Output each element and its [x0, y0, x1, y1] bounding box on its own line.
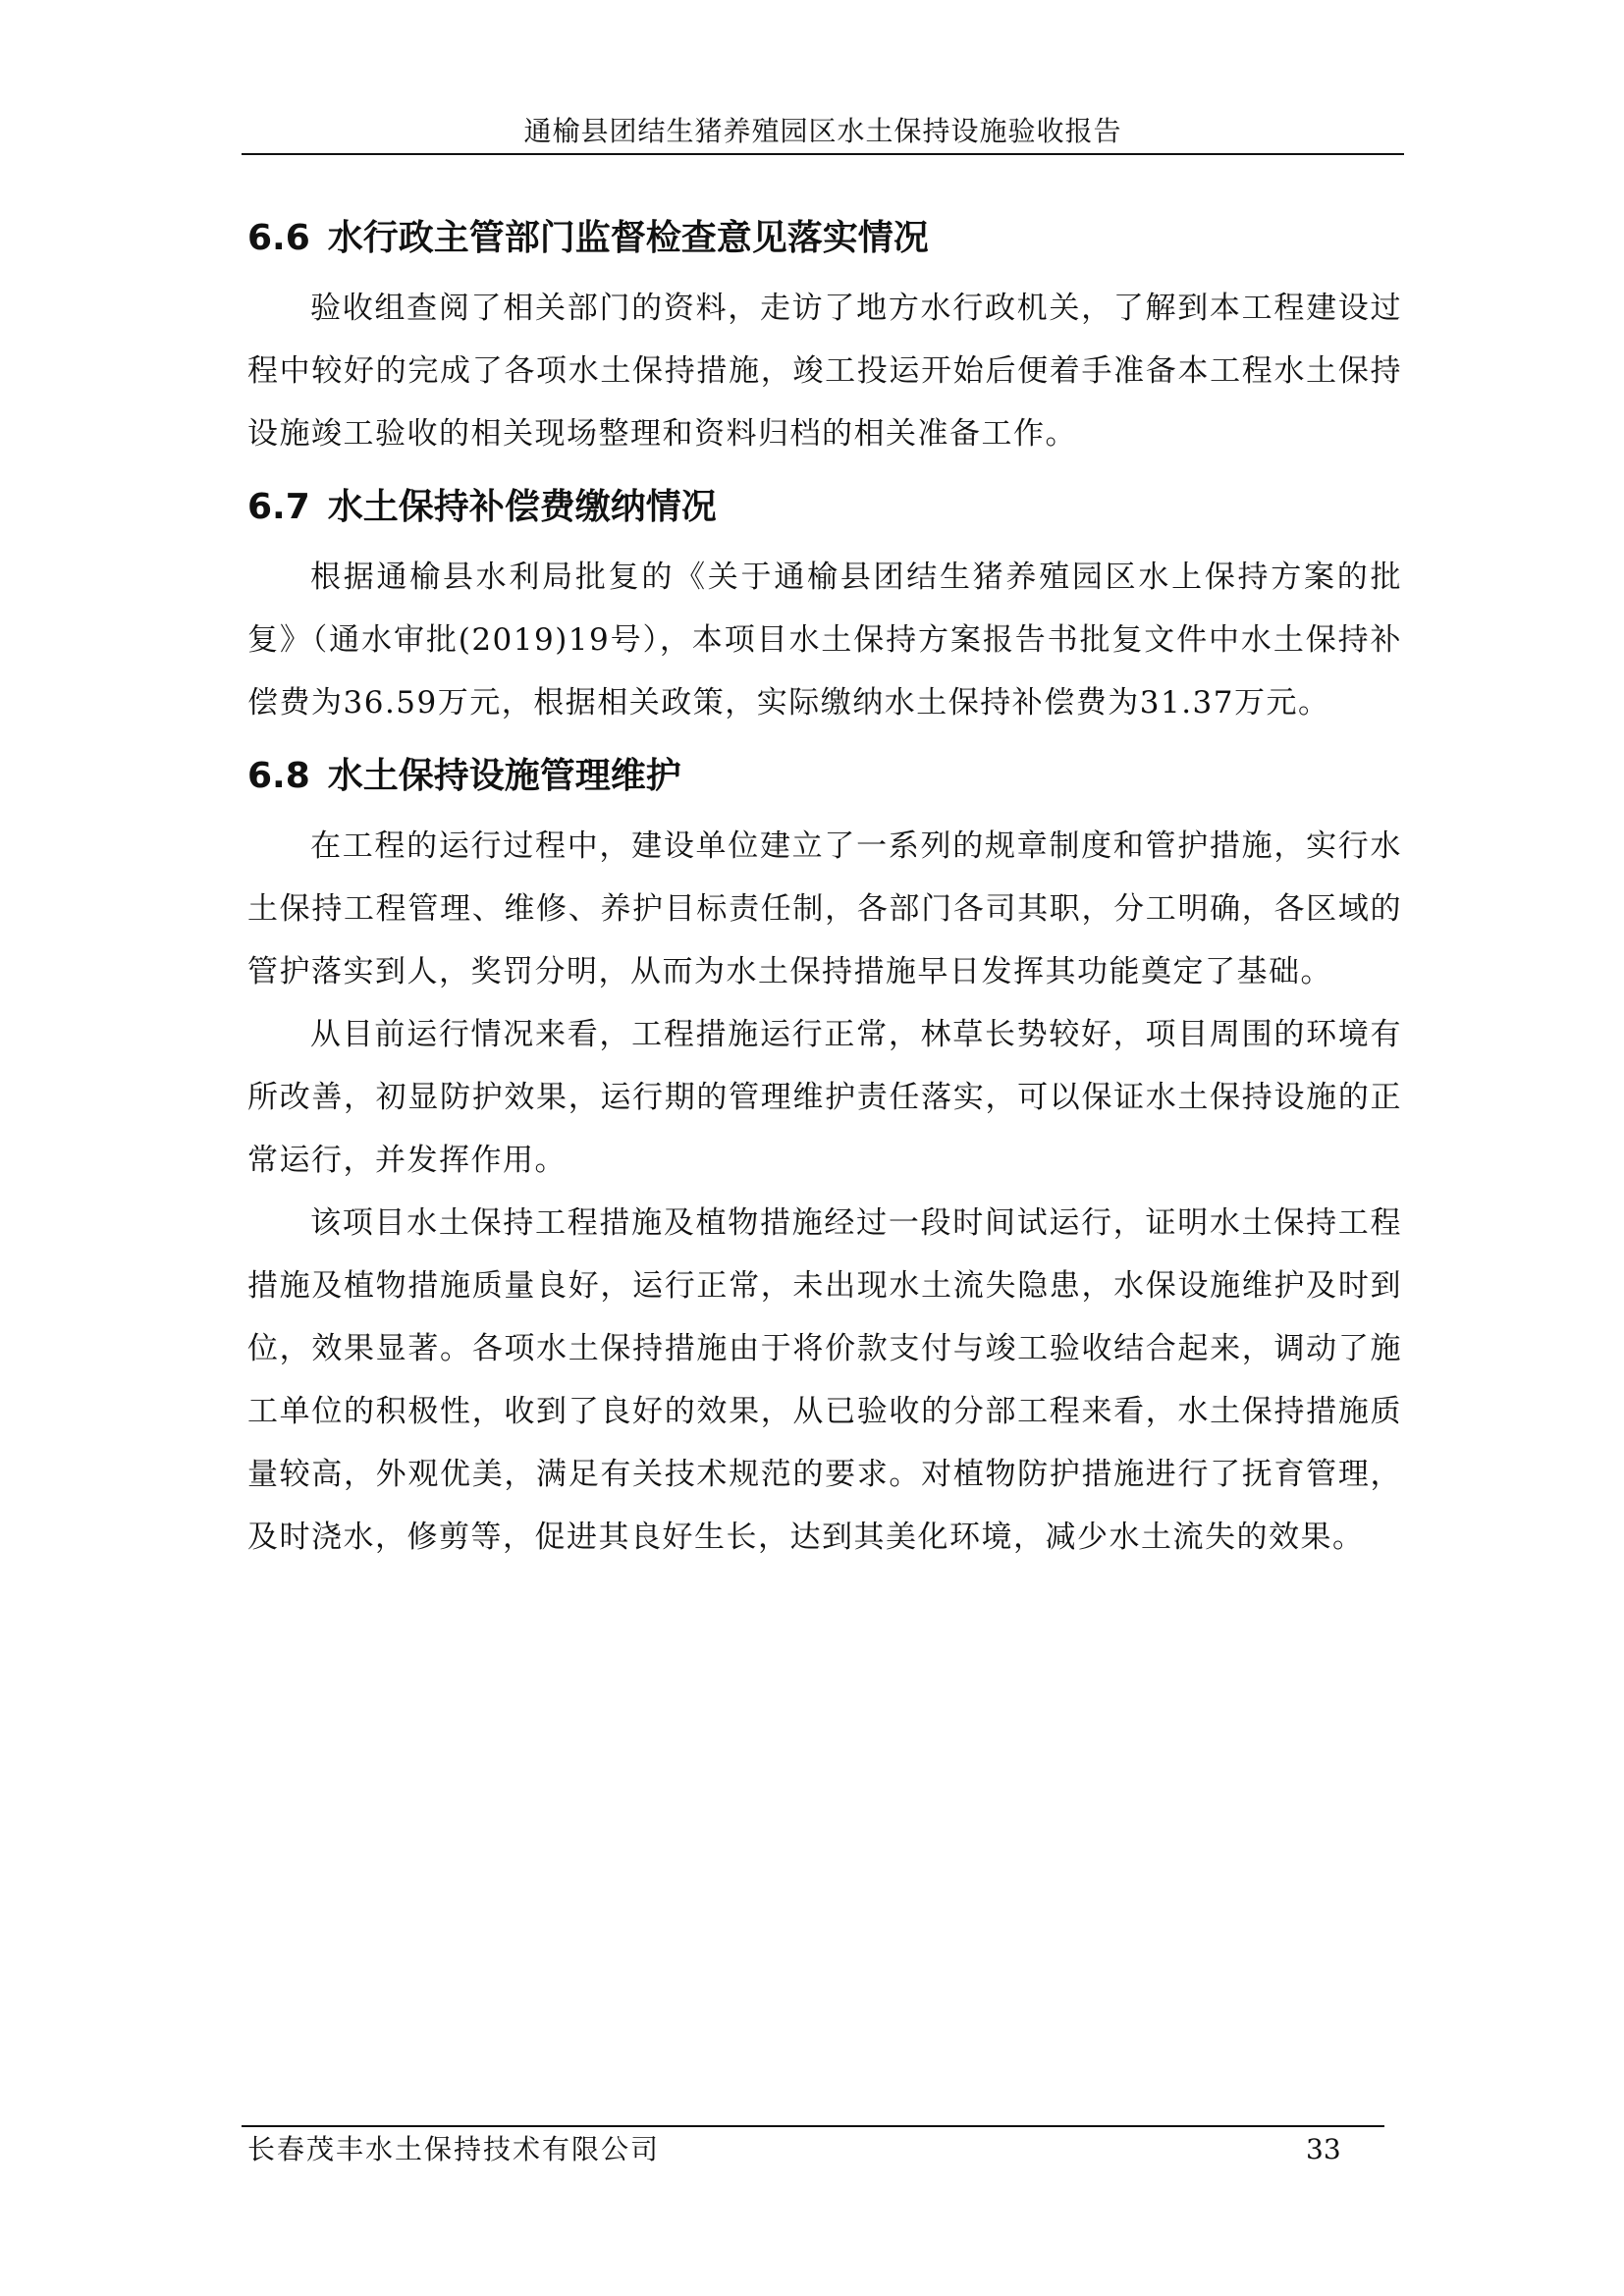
footer-company-name: 长春茂丰水土保持技术有限公司	[247, 2133, 661, 2165]
footer-divider	[242, 2125, 1384, 2127]
section-title: 水土保持补偿费缴纳情况	[327, 487, 717, 527]
section-title: 水行政主管部门监督检查意见落实情况	[327, 218, 929, 258]
paragraph: 从目前运行情况来看，工程措施运行正常，林草长势较好，项目周围的环境有所改善，初显防护效果，运行期的管理维护责任落实，可以保证水土保持设施的正常运行，并发挥作用。	[247, 1017, 1402, 1178]
section-6-8	[247, 752, 1402, 1569]
page-number: 33	[1306, 2133, 1341, 2165]
section-number: 6.6	[247, 218, 310, 258]
document-body	[247, 196, 1402, 1569]
paragraph: 验收组查阅了相关部门的资料，走访了地方水行政机关，了解到本工程建设过程中较好的完成了各项水土保持措施，竣工投运开始后便着手准备本工程水土保持设施竣工验收的相关现场整理和资料归档的相关准备工作。	[247, 291, 1402, 452]
section-heading	[247, 214, 1402, 263]
section-number: 6.8	[247, 756, 310, 796]
paragraph: 该项目水土保持工程措施及植物措施经过一段时间试运行，证明水土保持工程措施及植物措施质量良好，运行正常，未出现水土流失隐患，水保设施维护及时到位，效果显著。各项水土保持措施由于将价款支付与竣工验收结合起来，调动了施工单位的积极性，收到了良好的效果，从已验收的分部工程来看，水土保持措施质量较高，外观优美，满足有关技术规范的要求。对植物防护措施进行了抚育管理，及时浇水，修剪等，促进其良好生长，达到其美化环境，减少水土流失的效果。	[247, 1205, 1402, 1555]
section-title: 水土保持设施管理维护	[327, 756, 681, 796]
section-number: 6.7	[247, 487, 310, 527]
section-6-7	[247, 483, 1402, 734]
paragraph: 根据通榆县水利局批复的《关于通榆县团结生猪养殖园区水上保持方案的批复》（通水审批(2019)19号），本项目水土保持方案报告书批复文件中水土保持补偿费为36.59万元，根据相关政策，实际缴纳水土保持补偿费为31.37万元。	[247, 560, 1402, 721]
section-heading	[247, 752, 1402, 801]
page-header-title: 通榆县团结生猪养殖园区水土保持设施验收报告	[523, 115, 1122, 147]
section-heading	[247, 483, 1402, 532]
header-divider	[242, 153, 1404, 155]
section-6-6	[247, 214, 1402, 465]
paragraph: 在工程的运行过程中，建设单位建立了一系列的规章制度和管护措施，实行水土保持工程管理、维修、养护目标责任制，各部门各司其职，分工明确，各区域的管护落实到人，奖罚分明，从而为水土保持措施早日发挥其功能奠定了基础。	[247, 828, 1402, 989]
